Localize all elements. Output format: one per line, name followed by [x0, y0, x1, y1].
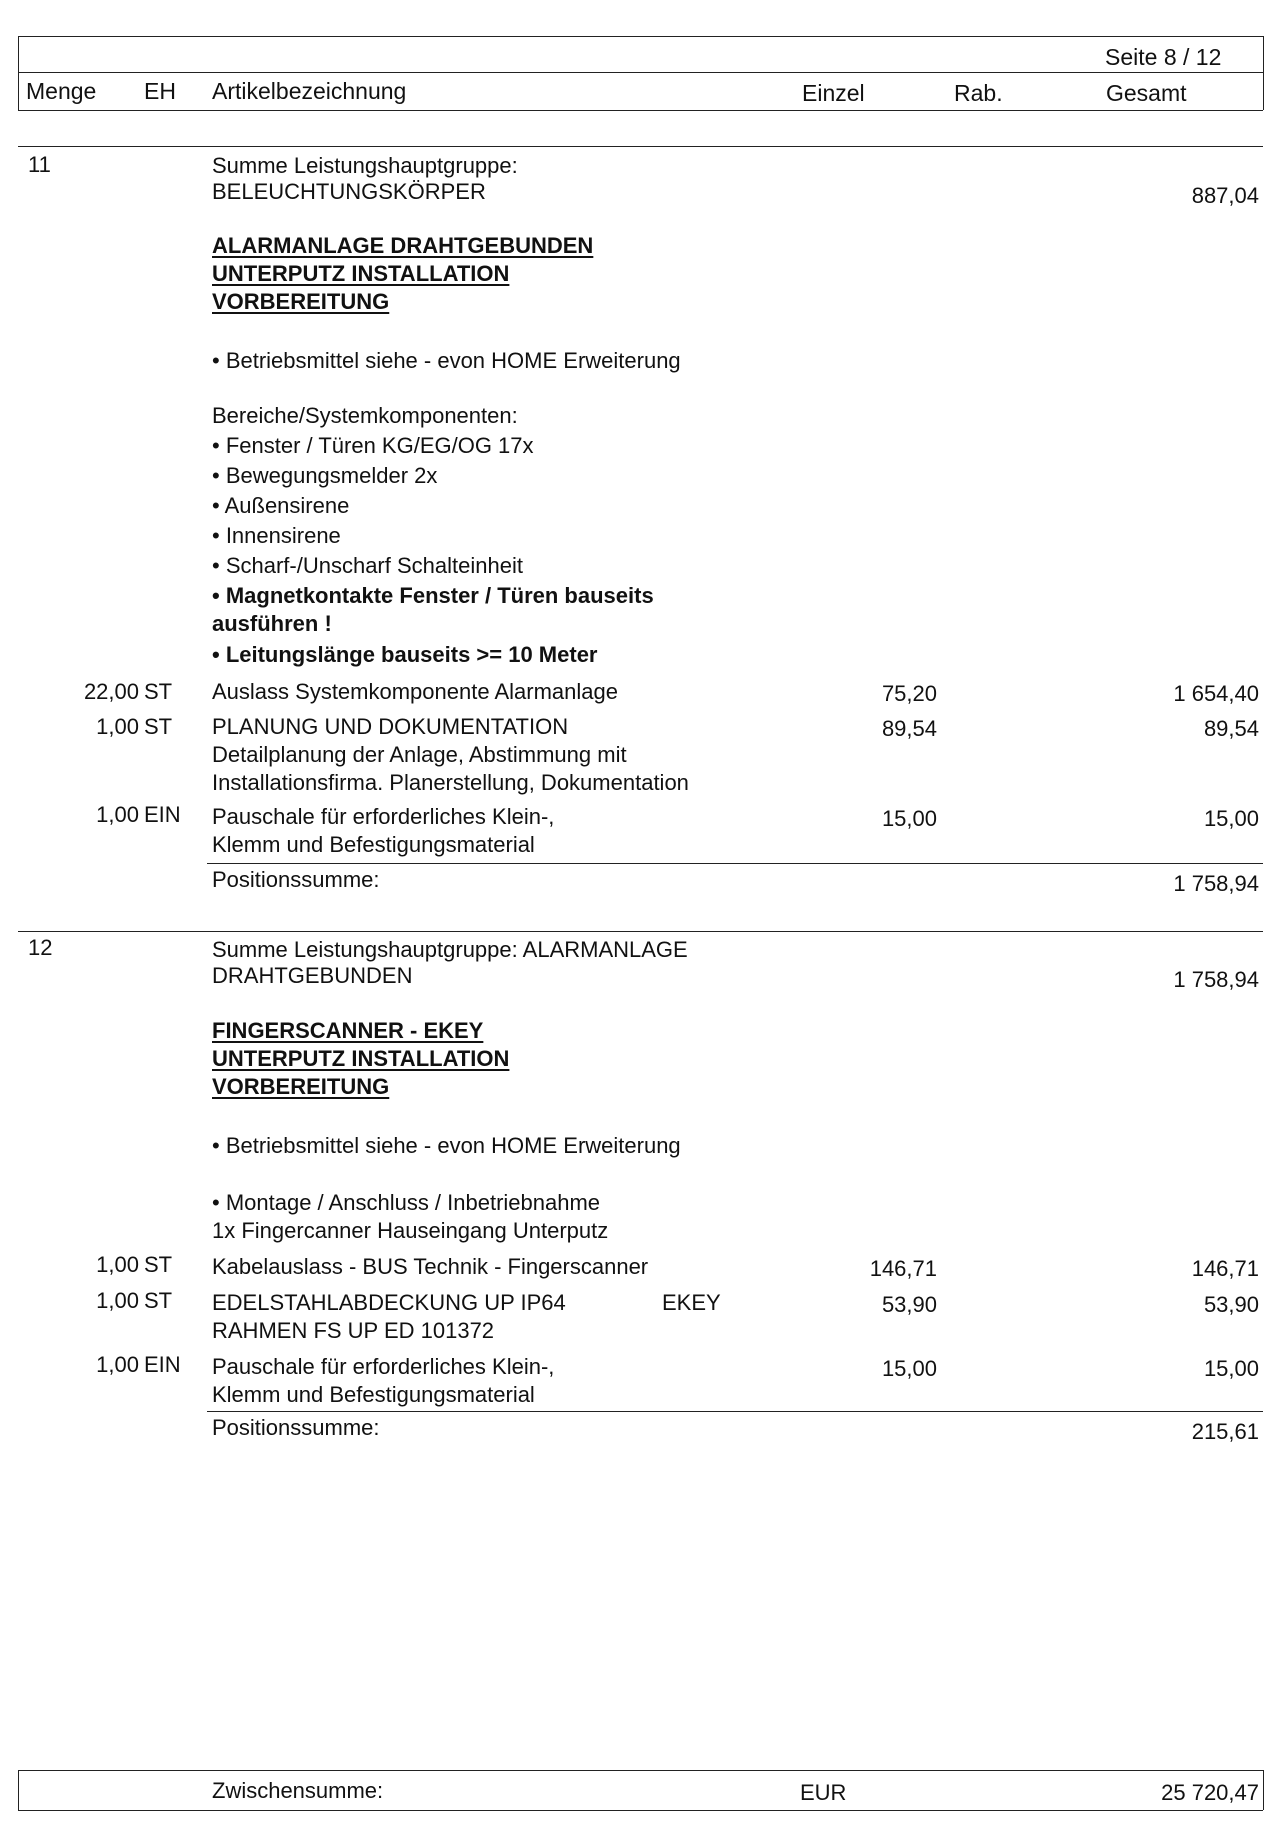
- section-11-bullet: • Innensirene: [212, 523, 341, 548]
- item-menge: 22,00: [83, 679, 139, 704]
- item-einzel: 15,00: [881, 806, 937, 831]
- item-text: EDELSTAHLABDECKUNG UP IP64: [212, 1290, 566, 1315]
- footer-zwischensumme-label: Zwischensumme:: [212, 1778, 384, 1803]
- section-11-heading-line-2: UNTERPUTZ INSTALLATION: [212, 261, 510, 286]
- item-gesamt: 146,71: [1191, 1256, 1259, 1281]
- section-11-positionssumme: 1 758,94: [1173, 871, 1259, 896]
- item-menge: 1,00: [96, 1252, 139, 1277]
- item-eh: EIN: [144, 1352, 181, 1377]
- section-12-heading-line-2: UNTERPUTZ INSTALLATION: [212, 1046, 510, 1071]
- section-11-note: • Betriebsmittel siehe - evon HOME Erweiterung: [212, 348, 681, 373]
- section-12-summe-label: Summe Leistungshauptgruppe: ALARMANLAGE: [212, 937, 688, 962]
- section-11-bullet: • Außensirene: [212, 493, 350, 518]
- column-gesamt: Gesamt: [1106, 80, 1187, 106]
- page-number: Seite 8 / 12: [1105, 44, 1222, 70]
- item-einzel: 75,20: [881, 681, 937, 706]
- item-menge: 1,00: [96, 1352, 139, 1377]
- column-artikelbezeichnung: Artikelbezeichnung: [212, 78, 407, 104]
- section-12-summe-total: 1 758,94: [1173, 967, 1259, 992]
- section-12-montage: • Montage / Anschluss / Inbetriebnahme: [212, 1190, 601, 1215]
- item-text-line-3: Installationsfirma. Planerstellung, Dokumentation: [212, 770, 689, 795]
- section-12-montage-detail: 1x Fingercanner Hauseingang Unterputz: [212, 1218, 609, 1243]
- column-rab: Rab.: [954, 80, 1003, 106]
- column-einzel: Einzel: [802, 80, 865, 106]
- section-11-positionssumme-label: Positionssumme:: [212, 867, 380, 892]
- footer-left-border: [18, 1770, 19, 1810]
- item-eh: ST: [144, 1288, 173, 1313]
- item-gesamt: 1 654,40: [1173, 681, 1259, 706]
- item-gesamt: 15,00: [1203, 806, 1259, 831]
- item-text-line-2: Klemm und Befestigungsmaterial: [212, 1382, 535, 1407]
- item-text-line-2: Klemm und Befestigungsmaterial: [212, 832, 535, 857]
- header-middle-border: [18, 72, 1263, 73]
- item-gesamt: 53,90: [1203, 1292, 1259, 1317]
- section-11-bold-bullet: • Leitungslänge bauseits >= 10 Meter: [212, 642, 598, 667]
- section-12-summe-group: DRAHTGEBUNDEN: [212, 963, 413, 988]
- section-11-bold-bullet: • Magnetkontakte Fenster / Türen bauseits: [212, 583, 654, 608]
- section-11-bullet: • Scharf-/Unscharf Schalteinheit: [212, 553, 523, 578]
- item-einzel: 53,90: [881, 1292, 937, 1317]
- header-top-border: [18, 36, 1263, 37]
- item-text: Auslass Systemkomponente Alarmanlage: [212, 679, 618, 704]
- section-12-positionssumme-label: Positionssumme:: [212, 1415, 380, 1440]
- item-menge: 1,00: [96, 714, 139, 739]
- item-gesamt: 89,54: [1203, 716, 1259, 741]
- item-text: PLANUNG UND DOKUMENTATION: [212, 714, 569, 739]
- header-left-border: [18, 36, 19, 110]
- footer-top-border: [18, 1770, 1263, 1771]
- section-12-positionssumme-rule: [207, 1411, 1263, 1412]
- item-einzel: 89,54: [881, 716, 937, 741]
- footer-right-border: [1263, 1770, 1264, 1810]
- section-11-summe-group: BELEUCHTUNGSKÖRPER: [212, 179, 486, 204]
- column-eh: EH: [144, 78, 176, 104]
- section-11-heading-line-1: ALARMANLAGE DRAHTGEBUNDEN: [212, 233, 594, 258]
- footer-zwischensumme-total: 25 720,47: [1161, 1780, 1259, 1805]
- item-einzel: 146,71: [869, 1256, 937, 1281]
- item-text: Kabelauslass - BUS Technik - Fingerscanner: [212, 1254, 649, 1279]
- item-eh: EIN: [144, 802, 181, 827]
- item-text-brand: EKEY: [662, 1290, 721, 1315]
- item-menge: 1,00: [96, 1288, 139, 1313]
- section-11-top-rule: [18, 146, 1263, 147]
- column-menge: Menge: [26, 78, 97, 104]
- section-11-summe-label: Summe Leistungshauptgruppe:: [212, 153, 518, 178]
- item-eh: ST: [144, 714, 173, 739]
- item-text-line-2: RAHMEN FS UP ED 101372: [212, 1318, 495, 1343]
- header-bottom-border: [18, 110, 1263, 111]
- item-eh: ST: [144, 1252, 173, 1277]
- footer-currency: EUR: [800, 1780, 847, 1805]
- section-12-positionssumme: 215,61: [1191, 1419, 1259, 1444]
- section-12-note: • Betriebsmittel siehe - evon HOME Erweiterung: [212, 1133, 681, 1158]
- section-11-number: 11: [28, 152, 51, 177]
- section-11-summe-total: 887,04: [1191, 183, 1259, 208]
- item-text: Pauschale für erforderliches Klein-,: [212, 804, 555, 829]
- section-11-heading-line-3: VORBEREITUNG: [212, 289, 390, 314]
- header-right-border: [1263, 36, 1264, 110]
- item-einzel: 15,00: [881, 1356, 937, 1381]
- section-11-bullet: • Bewegungsmelder 2x: [212, 463, 438, 488]
- section-11-positionssumme-rule: [207, 863, 1263, 864]
- section-12-number: 12: [28, 935, 53, 960]
- item-eh: ST: [144, 679, 173, 704]
- section-12-top-rule: [18, 931, 1263, 932]
- section-12-heading-line-1: FINGERSCANNER - EKEY: [212, 1018, 484, 1043]
- section-11-bereiche-title: Bereiche/Systemkomponenten:: [212, 403, 518, 428]
- section-12-heading-line-3: VORBEREITUNG: [212, 1074, 390, 1099]
- section-11-bold-bullet-continued: ausführen !: [212, 611, 332, 636]
- item-menge: 1,00: [96, 802, 139, 827]
- section-11-bullet: • Fenster / Türen KG/EG/OG 17x: [212, 433, 534, 458]
- item-text: Pauschale für erforderliches Klein-,: [212, 1354, 555, 1379]
- item-text-line-2: Detailplanung der Anlage, Abstimmung mit: [212, 742, 627, 767]
- item-gesamt: 15,00: [1203, 1356, 1259, 1381]
- footer-bottom-border: [18, 1810, 1263, 1811]
